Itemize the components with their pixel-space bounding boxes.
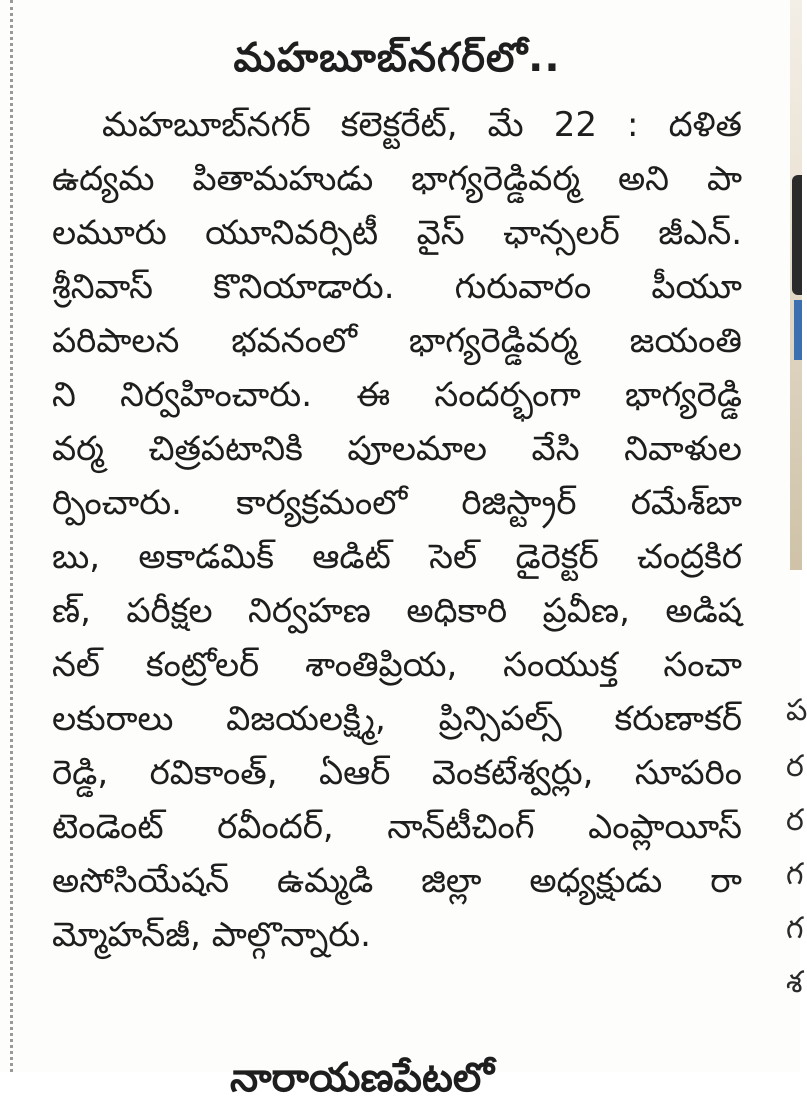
article-line: మ్మోహన్‌జీ, పాల్గొన్నారు. <box>52 915 371 955</box>
article-line: బు, అకాడమిక్ ఆడిట్ సెల్ డైరెక్టర్ చంద్రకిర <box>52 537 742 577</box>
article-line: రెడ్డి, రవికాంత్, ఏఆర్ వెంకటేశ్వర్లు, సూపరిం <box>52 753 742 793</box>
adjacent-column <box>782 0 807 1072</box>
adjacent-text-fragment: గ <box>786 911 804 946</box>
article-line: టెండెంట్ రవీందర్, నాన్‌టీచింగ్ ఎంప్లాయీస్ <box>52 807 742 847</box>
article-line: లమూరు యూనివర్సిటీ వైస్ ఛాన్సలర్ జీఎన్. <box>52 213 742 253</box>
article-line: అసోసియేషన్ ఉమ్మడి జిల్లా అధ్యక్షుడు రా <box>52 861 742 901</box>
article-line: ర్పించారు. కార్యక్రమంలో రిజిస్ట్రార్ రమేశ్‌బా <box>52 483 742 523</box>
article-line: ని నిర్వహించారు. ఈ సందర్భంగా భాగ్యరెడ్డి <box>52 375 742 415</box>
adjacent-text-fragment: ప <box>786 693 807 728</box>
next-article-headline: నారాయణపేటలో <box>230 1055 494 1101</box>
adjacent-text-fragment: ర <box>786 749 804 784</box>
article-line: నల్ కంట్రోలర్ శాంతిప్రియ, సంయుక్త సంచా <box>52 645 742 685</box>
article-line: లకురాలు విజయలక్ష్మి, ప్రిన్సిపల్స్ కరుణాకర్ <box>52 699 742 739</box>
article-line: పరిపాలన భవనంలో భాగ్యరెడ్డివర్మ జయంతి <box>52 321 742 361</box>
adjacent-text-fragment: గ <box>786 857 804 892</box>
news-article <box>52 30 742 962</box>
article-body <box>52 98 742 962</box>
article-line: శ్రీనివాస్ కొనియాడారు. గురువారం పీయూ <box>52 267 742 307</box>
column-divider <box>10 0 13 1072</box>
article-line: మహబూబ్‌నగర్ కలెక్టరేట్, మే 22 : దళిత <box>102 105 742 145</box>
article-line: వర్మ చిత్రపటానికి పూలమాల వేసి నివాళుల <box>52 429 742 469</box>
adjacent-text-fragment: శ <box>786 965 803 1000</box>
adjacent-photo-detail <box>792 175 802 295</box>
article-headline: మహబూబ్‌నగర్‌లో.. <box>233 35 561 81</box>
article-line: ణ్, పరీక్షల నిర్వహణ అధికారి ప్రవీణ, అడిష <box>52 591 742 631</box>
adjacent-text-fragment: ర <box>786 803 804 838</box>
adjacent-photo-accent <box>794 300 802 360</box>
article-line: ఉద్యమ పితామహుడు భాగ్యరెడ్డివర్మ అని పా <box>52 159 742 199</box>
